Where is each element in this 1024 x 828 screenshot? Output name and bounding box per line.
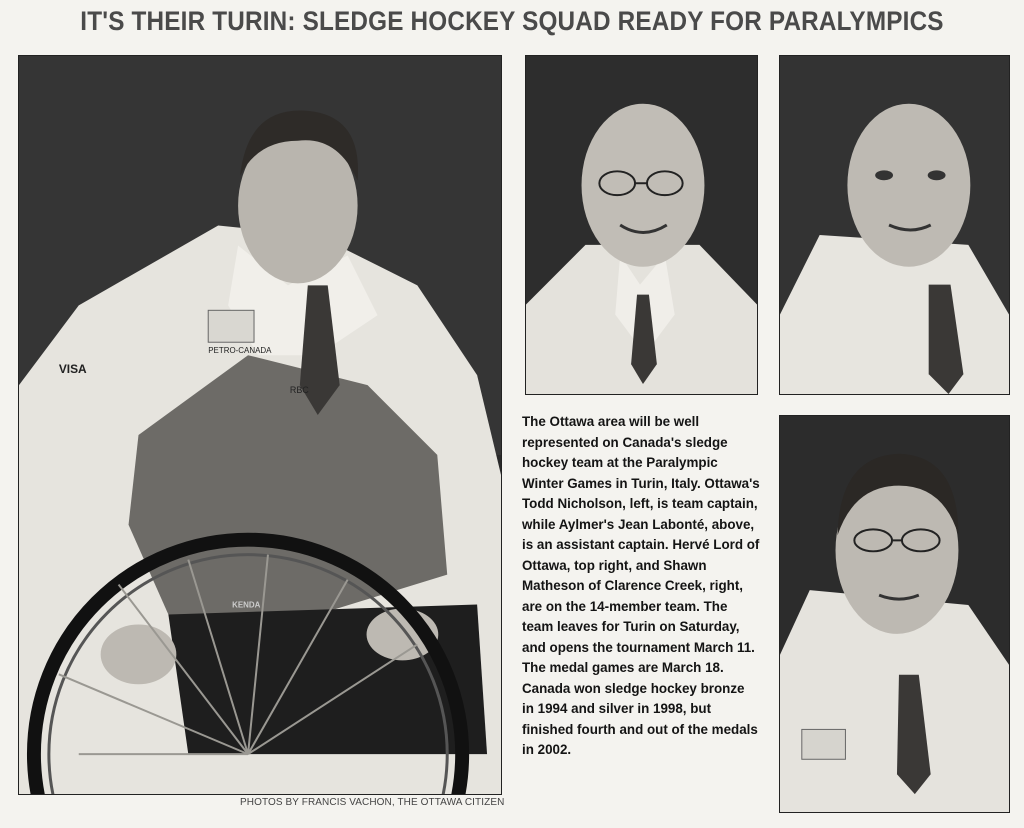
photo-jean-labonte bbox=[525, 55, 758, 395]
photo-herve-lord bbox=[779, 55, 1010, 395]
rbc-text: RBC bbox=[289, 385, 309, 396]
wheel-brand-text: KENDA bbox=[232, 600, 261, 610]
portrait-illustration bbox=[526, 56, 757, 394]
visa-text: VISA bbox=[58, 362, 87, 377]
photo-credit: PHOTOS BY FRANCIS VACHON, THE OTTAWA CITIZEN bbox=[240, 797, 505, 808]
sponsor-text: PETRO-CANADA bbox=[208, 346, 272, 356]
photo-todd-nicholson bbox=[18, 55, 502, 795]
portrait-illustration bbox=[780, 416, 1009, 812]
photo-shawn-matheson bbox=[779, 415, 1010, 813]
photo-caption: The Ottawa area will be well represented on Canada's sledge hockey team at the Paralympic Winter Games in Turin, Italy. Ottawa's Todd Nicholson, left, is team captain, while Aylmer's Jean Labonté, above, is an assistant captain. Hervé Lord of Ottawa, top right, and Shawn Matheson of Clarence Creek, right, are on the 14-member team. The team leaves for Turin on Saturday, and opens the tournament March 11. The medal games are March 18. Canada won sledge hockey bronze in 1994 and silver in 1998, but finished fourth and out of the medals in 2002. bbox=[522, 414, 760, 757]
headline: IT'S THEIR TURIN: SLEDGE HOCKEY SQUAD READY FOR PARALYMPICS bbox=[80, 6, 944, 36]
portrait-illustration bbox=[780, 56, 1009, 394]
portrait-illustration bbox=[19, 56, 501, 794]
